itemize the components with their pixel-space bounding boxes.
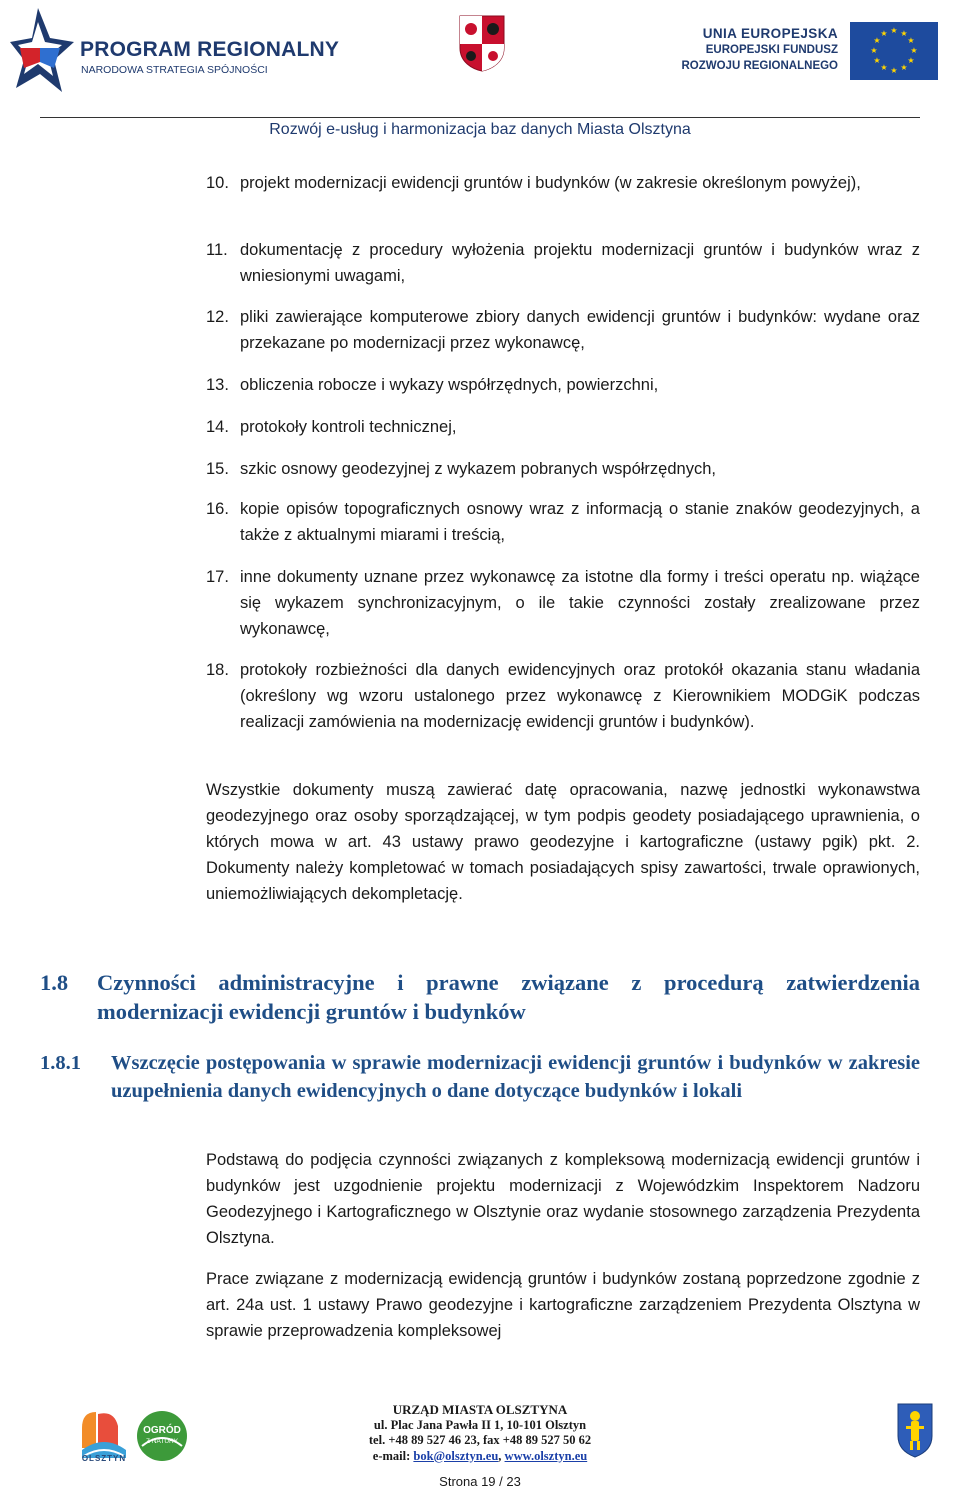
svg-text:★: ★ xyxy=(907,36,915,45)
list-item xyxy=(206,237,920,289)
list-item-text: protokoły kontroli technicznej, xyxy=(240,418,457,436)
program-subtitle: NARODOWA STRATEGIA SPÓJNOŚCI xyxy=(81,64,268,76)
ogrod-line1: OGRÓD xyxy=(143,1425,181,1436)
svg-text:★: ★ xyxy=(900,29,908,38)
list-item xyxy=(206,496,920,548)
section-number: 1.8 xyxy=(40,970,69,995)
document-subtitle: Rozwój e-usług i harmonizacja baz danych Miasta Olsztyna xyxy=(269,121,691,138)
list-item-text: inne dokumenty uznane przez wykonawcę za istotne dla formy i treści operatu np. wiążące się wykazem synchronizacyjnym, o ile takie czynności zostały zrealizowane przez wykonawcę, xyxy=(240,568,920,638)
svg-text:★: ★ xyxy=(880,29,888,38)
list-item-number: 12. xyxy=(206,308,229,326)
olsztyn-label: OLSZTYN xyxy=(81,1454,127,1463)
page-number: Strona 19 / 23 xyxy=(439,1474,521,1489)
program-regionalny-logo xyxy=(10,8,340,92)
office-name: URZĄD MIASTA OLSZTYNA xyxy=(392,1402,568,1417)
svg-text:★: ★ xyxy=(873,56,881,65)
email-link[interactable]: bok@olsztyn.eu xyxy=(413,1448,499,1463)
eu-line1: UNIA EUROPEJSKA xyxy=(702,26,838,41)
eu-line2: EUROPEJSKI FUNDUSZ xyxy=(705,44,838,56)
list-item xyxy=(206,304,920,356)
eu-logo xyxy=(681,22,950,82)
list-item xyxy=(206,372,920,398)
page-footer xyxy=(0,1390,960,1491)
olsztyn-crest-icon xyxy=(896,1402,934,1458)
section-number: 1.8.1 xyxy=(40,1052,81,1074)
list-item-number: 16. xyxy=(206,500,229,518)
list-item-text: projekt modernizacji ewidencji gruntów i budynków (w zakresie określonym powyżej), xyxy=(240,174,861,192)
list-item-text: dokumentację z procedury wyłożenia projektu modernizacji gruntów i budynków wraz z wniesionymi uwagami, xyxy=(240,241,920,285)
header-divider xyxy=(40,117,920,118)
svg-text:★: ★ xyxy=(890,66,898,75)
list-item-number: 13. xyxy=(206,376,229,394)
paragraph-basis: Podstawą do podjęcia czynności związanych z kompleksową modernizacją ewidencji gruntów i budynków jest uzgodnienie projektu modernizacji z Wojewódzkim Inspektorem Nadzoru Geodezyjnego i Kartograficznego w Olsztynie oraz wydanie stosownego zarządzenia Prezydenta Olsztyna. xyxy=(206,1151,920,1247)
svg-text:★: ★ xyxy=(890,26,898,35)
email-label: e-mail: xyxy=(372,1448,414,1463)
svg-text:★: ★ xyxy=(907,56,915,65)
page-header xyxy=(0,0,960,138)
svg-text:★: ★ xyxy=(870,46,878,55)
list-item xyxy=(206,414,920,440)
section-title: Czynności administracyjne i prawne związane z procedurą zatwierdzenia modernizacji ewidencji gruntów i budynków xyxy=(97,970,920,1024)
region-crest-icon xyxy=(458,14,506,72)
svg-text:★: ★ xyxy=(910,46,918,55)
svg-text:★: ★ xyxy=(900,63,908,72)
office-contact xyxy=(355,1402,605,1464)
list-item xyxy=(206,657,920,735)
list-item-number: 17. xyxy=(206,568,229,586)
list-item-number: 10. xyxy=(206,174,229,192)
paragraph-documents: Wszystkie dokumenty muszą zawierać datę opracowania, nazwę jednostki wykonawstwa geodezyjnego oraz osoby sporządzającej, w tym podpis geodety posiadającego uprawnienia, o których mowa w art. 43 ustawy prawo geodezyjne i kartograficzne (ustawy pgik) pkt. 2. Dokumenty należy kompletować w tomach posiadających spisy zawartości, trwale oprawionych, uniemożliwiających dekompletację. xyxy=(206,781,920,903)
eu-flag-icon xyxy=(850,22,938,80)
list-item-text: kopie opisów topograficznych osnowy wraz z informacją o stanie znaków geodezyjnych, a także z aktualnymi miarami i treścią, xyxy=(240,500,920,544)
section-title: Wszczęcie postępowania w sprawie modernizacji ewidencji gruntów i budynków w zakresie uzupełnienia danych ewidencyjnych o dane dotyczące budynków i lokali xyxy=(111,1052,920,1102)
list-item-text: szkic osnowy geodezyjnej z wykazem pobranych współrzędnych, xyxy=(240,460,716,478)
eu-text xyxy=(681,26,838,74)
list-item-text: protokoły rozbieżności dla danych ewidencyjnych oraz protokół okazania stanu władania (określony wg wzoru ustalonego przez wykonawcę z Kierownikiem MODGiK podczas realizacji zamówienia na modernizację ewidencji gruntów i budynków). xyxy=(240,661,920,731)
list-item-number: 11. xyxy=(206,241,228,259)
section-heading-1-8 xyxy=(40,968,920,1026)
list-item xyxy=(206,564,920,642)
list-item xyxy=(206,170,920,196)
office-address: ul. Plac Jana Pawła II 1, 10-101 Olsztyn xyxy=(373,1417,587,1432)
list-item-number: 18. xyxy=(206,661,229,679)
list-item-text: obliczenia robocze i wykazy współrzędnych, powierzchni, xyxy=(240,376,659,394)
list-item-text: pliki zawierające komputerowe zbiory danych ewidencji gruntów i budynków: wydane oraz przekazane po modernizacji przez wykonawcę, xyxy=(240,308,920,352)
office-phone: tel. +48 89 527 46 23, fax +48 89 527 50 62 xyxy=(368,1433,592,1447)
website-link[interactable]: www.olsztyn.eu xyxy=(504,1448,588,1463)
ogrod-z-natury-logo-icon xyxy=(136,1410,188,1462)
program-title: PROGRAM REGIONALNY xyxy=(80,38,340,61)
program-star-icon xyxy=(10,8,74,92)
office-links xyxy=(355,1449,605,1465)
link-separator: , xyxy=(498,1448,505,1463)
svg-text:★: ★ xyxy=(873,36,881,45)
svg-text:★: ★ xyxy=(880,63,888,72)
list-item-number: 15. xyxy=(206,460,229,478)
eu-line3: ROZWOJU REGIONALNEGO xyxy=(681,60,838,72)
list-item xyxy=(206,456,920,482)
section-heading-1-8-1 xyxy=(40,1050,920,1105)
paragraph-works: Prace związane z modernizacją ewidencją gruntów i budynków zostaną poprzedzone zgodnie z art. 24a ust. 1 ustawy Prawo geodezyjne i kartograficzne zarządzeniem Prezydenta Olsztyna w sprawie przeprowadzenia kompleksowej xyxy=(206,1270,920,1340)
ogrod-line2: Z NATURY xyxy=(146,1438,178,1445)
list-item-number: 14. xyxy=(206,418,229,436)
